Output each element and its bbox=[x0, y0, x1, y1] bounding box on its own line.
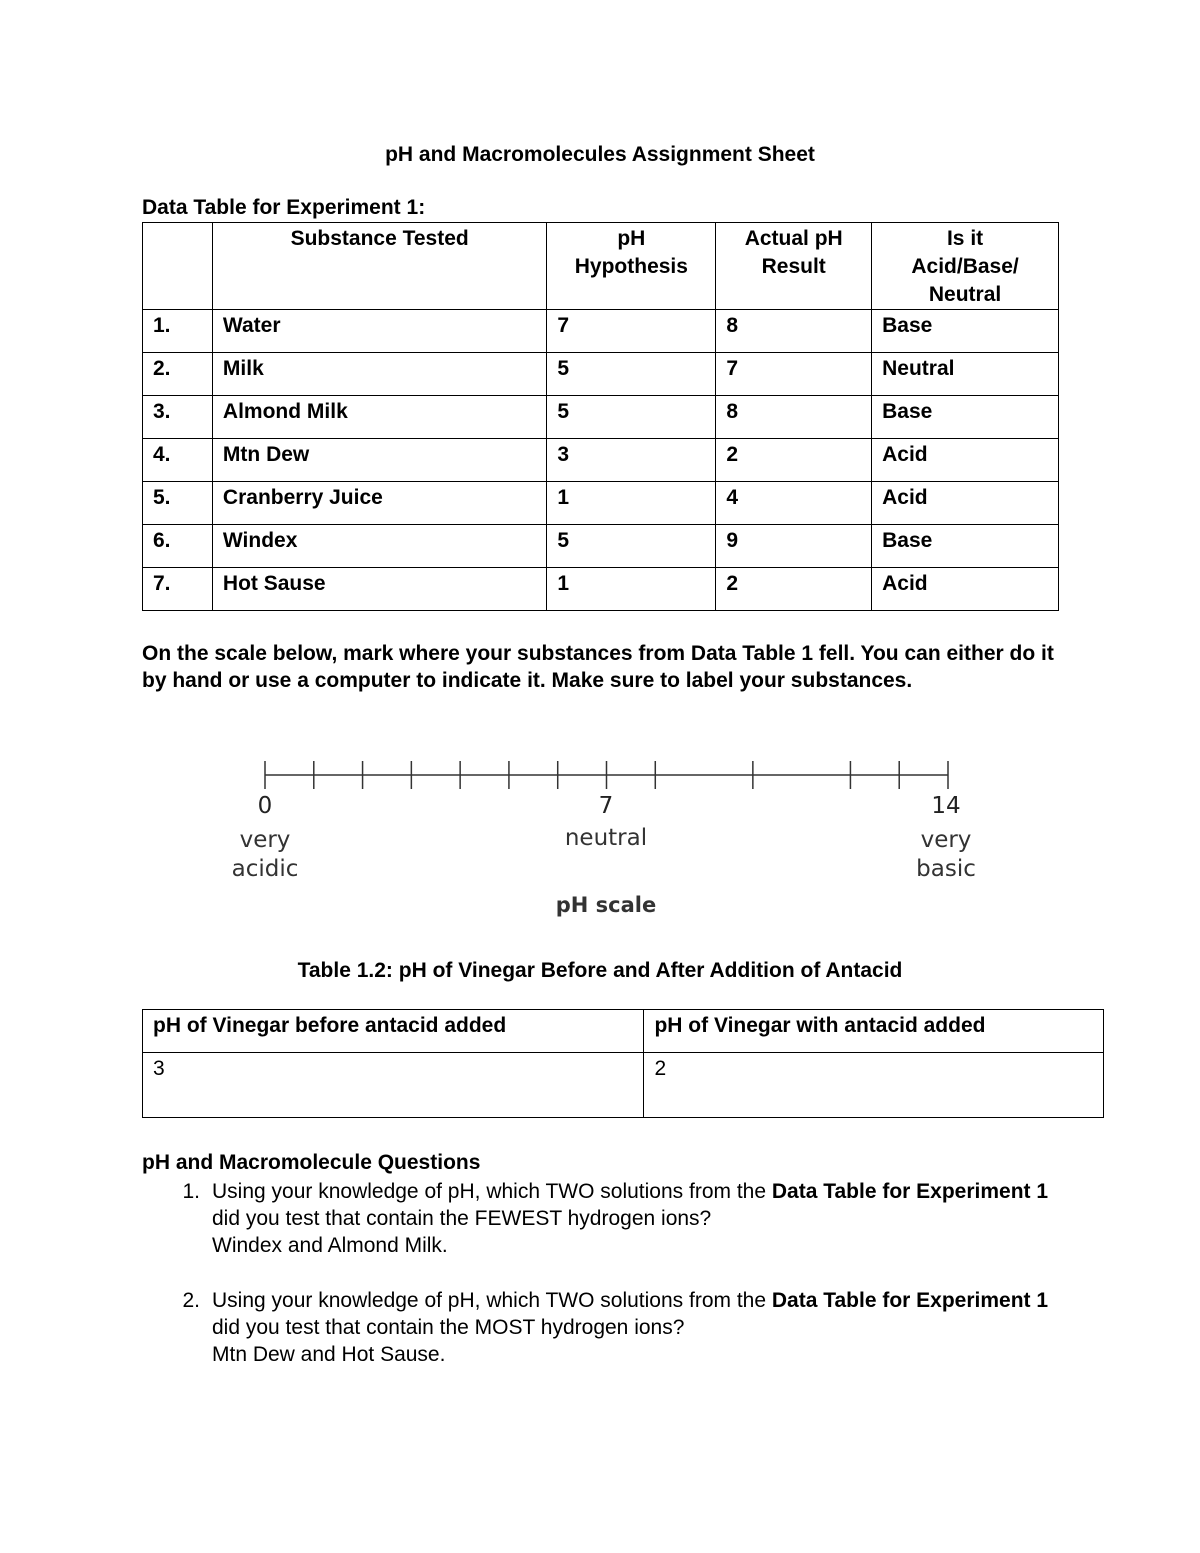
cell-substance: Windex bbox=[212, 525, 546, 568]
cell-hypothesis: 5 bbox=[547, 353, 716, 396]
question-text-end: did you test that contain the MOST hydrogen ions? bbox=[212, 1316, 685, 1339]
cell-hypothesis: 5 bbox=[547, 396, 716, 439]
question-bold-ref: Data Table for Experiment 1 bbox=[771, 1180, 1049, 1203]
basic-desc-line1: very bbox=[920, 827, 972, 853]
cell-actual-result: 8 bbox=[716, 396, 872, 439]
table1-header-result: Actual pH Result bbox=[716, 223, 872, 310]
cell-hypothesis: 1 bbox=[547, 482, 716, 525]
cell-classification: Neutral bbox=[872, 353, 1059, 396]
cell-row-number: 2. bbox=[143, 353, 213, 396]
table1-row bbox=[143, 439, 1059, 482]
cell-actual-result: 8 bbox=[716, 310, 872, 353]
cell-substance: Mtn Dew bbox=[212, 439, 546, 482]
table1-caption: Data Table for Experiment 1: bbox=[142, 196, 426, 219]
table2-header-row bbox=[143, 1010, 1104, 1053]
table2-value-before: 3 bbox=[143, 1053, 644, 1118]
cell-substance: Hot Sause bbox=[212, 568, 546, 611]
table1-header-substance: Substance Tested bbox=[212, 223, 546, 310]
neutral-desc: neutral bbox=[564, 825, 648, 851]
table1-row bbox=[143, 568, 1059, 611]
cell-row-number: 1. bbox=[143, 310, 213, 353]
page-title: pH and Macromolecules Assignment Sheet bbox=[385, 143, 815, 166]
cell-row-number: 4. bbox=[143, 439, 213, 482]
acidic-desc-line2: acidic bbox=[231, 856, 299, 882]
question-number: 2. bbox=[182, 1289, 200, 1312]
table1-header-classification: Is it Acid/Base/ Neutral bbox=[872, 223, 1059, 310]
cell-substance: Almond Milk bbox=[212, 396, 546, 439]
cell-row-number: 6. bbox=[143, 525, 213, 568]
table2-title: Table 1.2: pH of Vinegar Before and After Addition of Antacid bbox=[297, 959, 903, 982]
scale-instructions: On the scale below, mark where your substances from Data Table 1 fell. You can either do it by hand or use a computer to indicate it. Make sure to label your substances. bbox=[142, 642, 1054, 692]
question-text: Using your knowledge of pH, which TWO solutions from the bbox=[212, 1180, 772, 1203]
cell-actual-result: 9 bbox=[716, 525, 872, 568]
question-bold-ref: Data Table for Experiment 1 bbox=[771, 1289, 1049, 1312]
table2-header-after: pH of Vinegar with antacid added bbox=[644, 1010, 1104, 1053]
question-text-end: did you test that contain the FEWEST hydrogen ions? bbox=[212, 1207, 712, 1230]
table2-value-row bbox=[143, 1053, 1104, 1118]
cell-hypothesis: 5 bbox=[547, 525, 716, 568]
table1-row bbox=[143, 525, 1059, 568]
cell-classification: Acid bbox=[872, 568, 1059, 611]
question-1 bbox=[170, 1178, 1050, 1259]
table1-row bbox=[143, 310, 1059, 353]
cell-hypothesis: 7 bbox=[547, 310, 716, 353]
table2-header-before: pH of Vinegar before antacid added bbox=[143, 1010, 644, 1053]
cell-substance: Water bbox=[212, 310, 546, 353]
cell-substance: Cranberry Juice bbox=[212, 482, 546, 525]
questions-heading: pH and Macromolecule Questions bbox=[142, 1151, 481, 1174]
ph-label-0: 0 bbox=[257, 793, 273, 819]
cell-classification: Base bbox=[872, 525, 1059, 568]
table1-header-hypothesis: pH Hypothesis bbox=[547, 223, 716, 310]
question-2 bbox=[170, 1287, 1050, 1368]
cell-classification: Acid bbox=[872, 482, 1059, 525]
ph-label-14: 14 bbox=[931, 793, 961, 819]
question-answer: Windex and Almond Milk. bbox=[212, 1234, 448, 1257]
ph-scale-figure bbox=[200, 750, 1000, 930]
ph-label-7: 7 bbox=[598, 793, 614, 819]
experiment1-data-table bbox=[142, 222, 1059, 611]
cell-classification: Acid bbox=[872, 439, 1059, 482]
table1-row bbox=[143, 482, 1059, 525]
cell-classification: Base bbox=[872, 396, 1059, 439]
table1-header-number bbox=[143, 223, 213, 310]
cell-row-number: 5. bbox=[143, 482, 213, 525]
question-text: Using your knowledge of pH, which TWO solutions from the bbox=[212, 1289, 772, 1312]
ph-scale-title: pH scale bbox=[555, 893, 657, 917]
cell-hypothesis: 1 bbox=[547, 568, 716, 611]
table1-header-row bbox=[143, 223, 1059, 310]
cell-actual-result: 2 bbox=[716, 439, 872, 482]
basic-desc-line2: basic bbox=[916, 856, 976, 882]
cell-actual-result: 2 bbox=[716, 568, 872, 611]
cell-substance: Milk bbox=[212, 353, 546, 396]
question-number: 1. bbox=[182, 1180, 200, 1203]
question-answer: Mtn Dew and Hot Sause. bbox=[212, 1343, 446, 1366]
table1-row bbox=[143, 353, 1059, 396]
cell-row-number: 3. bbox=[143, 396, 213, 439]
cell-actual-result: 7 bbox=[716, 353, 872, 396]
vinegar-antacid-table bbox=[142, 1009, 1104, 1118]
cell-actual-result: 4 bbox=[716, 482, 872, 525]
cell-hypothesis: 3 bbox=[547, 439, 716, 482]
cell-row-number: 7. bbox=[143, 568, 213, 611]
acidic-desc-line1: very bbox=[239, 827, 291, 853]
cell-classification: Base bbox=[872, 310, 1059, 353]
table2-value-after: 2 bbox=[644, 1053, 1104, 1118]
table1-row bbox=[143, 396, 1059, 439]
